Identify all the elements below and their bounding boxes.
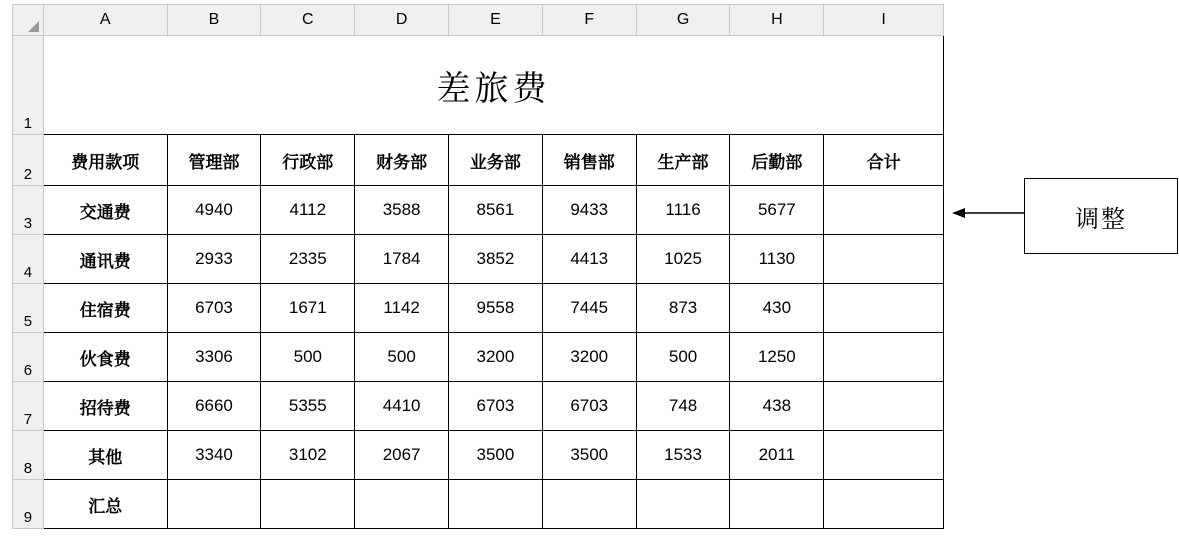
data-cell[interactable]: 500	[355, 333, 449, 382]
column-header-d[interactable]: D	[355, 5, 449, 36]
table-row	[13, 480, 944, 529]
header-cell-dept-2[interactable]: 行政部	[261, 135, 355, 186]
data-cell[interactable]: 6703	[167, 284, 261, 333]
data-cell[interactable]: 1533	[636, 431, 730, 480]
data-cell[interactable]: 438	[730, 382, 824, 431]
row-header-4[interactable]: 4	[13, 235, 44, 284]
row-label-cell[interactable]: 住宿费	[43, 284, 167, 333]
table-row	[13, 36, 944, 135]
data-cell[interactable]: 1116	[636, 186, 730, 235]
table-row	[13, 382, 944, 431]
column-header-e[interactable]: E	[449, 5, 543, 36]
table-row	[13, 186, 944, 235]
data-cell[interactable]: 4940	[167, 186, 261, 235]
data-cell[interactable]: 5677	[730, 186, 824, 235]
total-cell[interactable]	[824, 480, 944, 529]
table-row	[13, 284, 944, 333]
data-cell[interactable]: 4112	[261, 186, 355, 235]
header-cell-dept-4[interactable]: 业务部	[449, 135, 543, 186]
data-cell[interactable]: 1142	[355, 284, 449, 333]
data-cell[interactable]: 1784	[355, 235, 449, 284]
data-cell[interactable]	[636, 480, 730, 529]
data-cell[interactable]	[730, 480, 824, 529]
data-cell[interactable]: 1130	[730, 235, 824, 284]
column-header-a[interactable]: A	[43, 5, 167, 36]
row-header-9[interactable]: 9	[13, 480, 44, 529]
data-cell[interactable]: 430	[730, 284, 824, 333]
annotation-arrow-icon	[952, 207, 1024, 219]
data-cell[interactable]: 3588	[355, 186, 449, 235]
column-header-h[interactable]: H	[730, 5, 824, 36]
data-cell[interactable]: 3306	[167, 333, 261, 382]
triangle-icon	[28, 21, 39, 32]
row-label-cell[interactable]: 交通费	[43, 186, 167, 235]
data-cell[interactable]: 3500	[449, 431, 543, 480]
sheet-title[interactable]: 差旅费	[43, 36, 943, 135]
total-cell[interactable]	[824, 186, 944, 235]
data-cell[interactable]: 1671	[261, 284, 355, 333]
data-cell[interactable]: 6660	[167, 382, 261, 431]
data-cell[interactable]: 3102	[261, 431, 355, 480]
data-cell[interactable]: 500	[636, 333, 730, 382]
data-cell[interactable]: 3200	[542, 333, 636, 382]
data-cell[interactable]	[355, 480, 449, 529]
total-cell[interactable]	[824, 431, 944, 480]
data-cell[interactable]: 9558	[449, 284, 543, 333]
column-header-i[interactable]: I	[824, 5, 944, 36]
data-cell[interactable]: 748	[636, 382, 730, 431]
table-header-row	[13, 135, 944, 186]
data-cell[interactable]: 1250	[730, 333, 824, 382]
data-cell[interactable]	[542, 480, 636, 529]
data-cell[interactable]: 4413	[542, 235, 636, 284]
data-cell[interactable]: 3340	[167, 431, 261, 480]
row-header-8[interactable]: 8	[13, 431, 44, 480]
data-cell[interactable]	[167, 480, 261, 529]
row-label-cell[interactable]: 汇总	[43, 480, 167, 529]
row-label-cell[interactable]: 招待费	[43, 382, 167, 431]
data-cell[interactable]: 8561	[449, 186, 543, 235]
column-header-f[interactable]: F	[542, 5, 636, 36]
data-cell[interactable]: 2067	[355, 431, 449, 480]
select-all-corner[interactable]	[13, 5, 44, 36]
column-header-c[interactable]: C	[261, 5, 355, 36]
row-header-3[interactable]: 3	[13, 186, 44, 235]
total-cell[interactable]	[824, 235, 944, 284]
header-cell-dept-6[interactable]: 生产部	[636, 135, 730, 186]
row-header-7[interactable]: 7	[13, 382, 44, 431]
data-cell[interactable]: 1025	[636, 235, 730, 284]
data-cell[interactable]: 5355	[261, 382, 355, 431]
row-label-cell[interactable]: 通讯费	[43, 235, 167, 284]
table-row	[13, 235, 944, 284]
data-cell[interactable]: 873	[636, 284, 730, 333]
data-cell[interactable]: 3200	[449, 333, 543, 382]
row-header-6[interactable]: 6	[13, 333, 44, 382]
data-cell[interactable]	[261, 480, 355, 529]
row-label-cell[interactable]: 伙食费	[43, 333, 167, 382]
total-cell[interactable]	[824, 382, 944, 431]
header-cell-dept-1[interactable]: 管理部	[167, 135, 261, 186]
row-header-5[interactable]: 5	[13, 284, 44, 333]
total-cell[interactable]	[824, 333, 944, 382]
column-header-b[interactable]: B	[167, 5, 261, 36]
data-cell[interactable]: 4410	[355, 382, 449, 431]
total-cell[interactable]	[824, 284, 944, 333]
header-cell-dept-3[interactable]: 财务部	[355, 135, 449, 186]
data-cell[interactable]: 2933	[167, 235, 261, 284]
column-header-g[interactable]: G	[636, 5, 730, 36]
row-header-1[interactable]: 1	[13, 36, 44, 135]
header-cell-dept-5[interactable]: 销售部	[542, 135, 636, 186]
data-cell[interactable]: 7445	[542, 284, 636, 333]
data-cell[interactable]: 6703	[542, 382, 636, 431]
annotation-label: 调整	[1075, 205, 1127, 233]
row-header-2[interactable]: 2	[13, 135, 44, 186]
data-cell[interactable]: 9433	[542, 186, 636, 235]
spreadsheet-area	[12, 4, 944, 529]
column-header-row	[13, 5, 944, 36]
data-cell[interactable]: 6703	[449, 382, 543, 431]
data-cell[interactable]: 2011	[730, 431, 824, 480]
data-cell[interactable]	[449, 480, 543, 529]
header-cell-dept-7[interactable]: 后勤部	[730, 135, 824, 186]
table-row	[13, 333, 944, 382]
data-cell[interactable]: 3852	[449, 235, 543, 284]
table-row	[13, 431, 944, 480]
data-cell[interactable]: 500	[261, 333, 355, 382]
annotation-callout	[1024, 178, 1178, 254]
data-cell[interactable]: 2335	[261, 235, 355, 284]
header-cell-total[interactable]: 合计	[824, 135, 944, 186]
data-cell[interactable]: 3500	[542, 431, 636, 480]
header-cell-expense[interactable]: 费用款项	[43, 135, 167, 186]
row-label-cell[interactable]: 其他	[43, 431, 167, 480]
spreadsheet-grid	[12, 4, 944, 529]
